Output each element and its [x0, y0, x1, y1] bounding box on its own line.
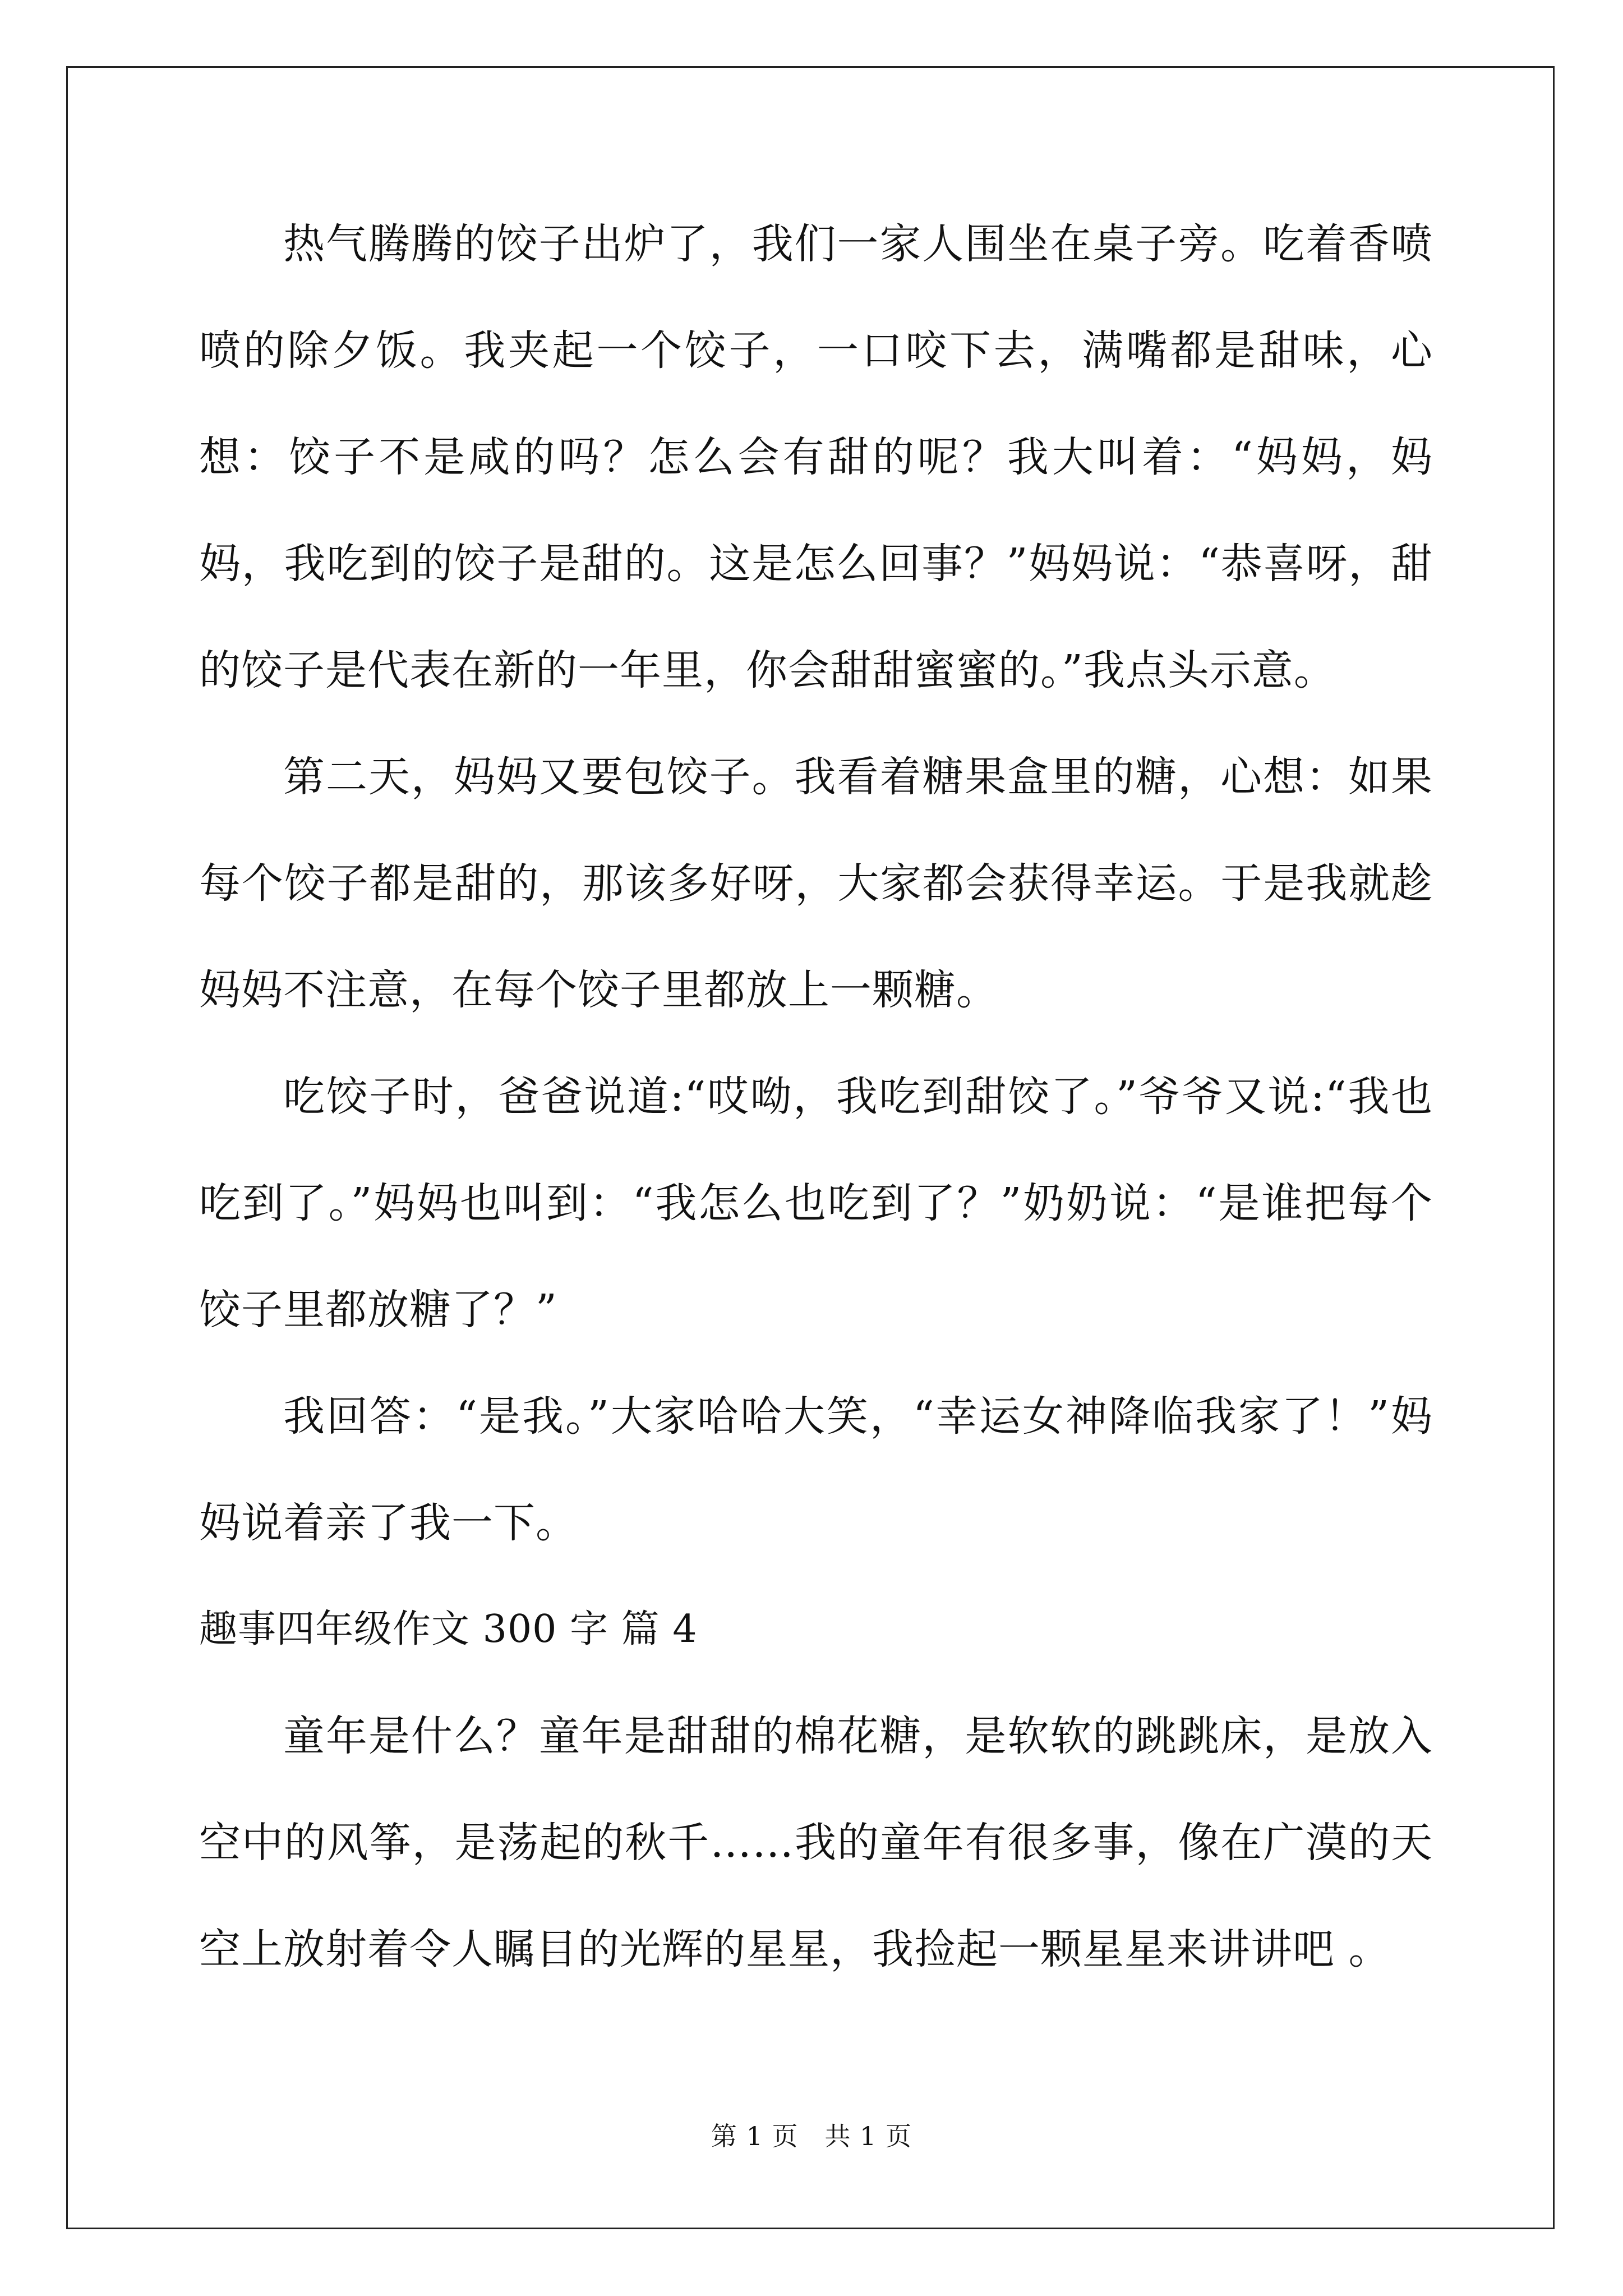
paragraph-4: 我回答：“是我。”大家哈哈大笑，“幸运女神降临我家了！”妈妈说着亲了我一下。: [199, 1392, 1433, 1547]
document-body: [199, 191, 1433, 2003]
page-number: 第 1 页: [711, 2121, 799, 2151]
paragraph-3: 吃饺子时，爸爸说道:“哎呦，我吃到甜饺了。”爷爷又说:“我也吃到了。”妈妈也叫到：“我怎么也吃到了？”奶奶说：“是谁把每个饺子里都放糖了？”: [199, 1073, 1433, 1334]
page-total: 共 1 页: [824, 2121, 912, 2151]
section-heading: 趣事四年级作文 300 字 篇 4: [199, 1607, 698, 1651]
paragraph-1: 热气腾腾的饺子出炉了，我们一家人围坐在桌子旁。吃着香喷喷的除夕饭。我夹起一个饺子，一口咬下去，满嘴都是甜味，心想：饺子不是咸的吗？怎么会有甜的呢？我大叫着：“妈妈，妈妈，我吃到的饺子是甜的。这是怎么回事？”妈妈说：“恭喜呀，甜的饺子是代表在新的一年里，你会甜甜蜜蜜的。”我点头示意。: [199, 220, 1433, 694]
paragraph-5: 童年是什么？童年是甜甜的棉花糖，是软软的跳跳床，是放入空中的风筝，是荡起的秋千……我的童年有很多事，像在广漠的天空上放射着令人瞩目的光辉的星星，我捡起一颗星星来讲讲吧 。: [199, 1712, 1433, 1973]
paragraph-2: 第二天，妈妈又要包饺子。我看着糖果盒里的糖，心想：如果每个饺子都是甜的，那该多好呀，大家都会获得幸运。于是我就趁妈妈不注意，在每个饺子里都放上一颗糖。: [199, 753, 1433, 1014]
page-footer: [0, 2116, 1623, 2153]
